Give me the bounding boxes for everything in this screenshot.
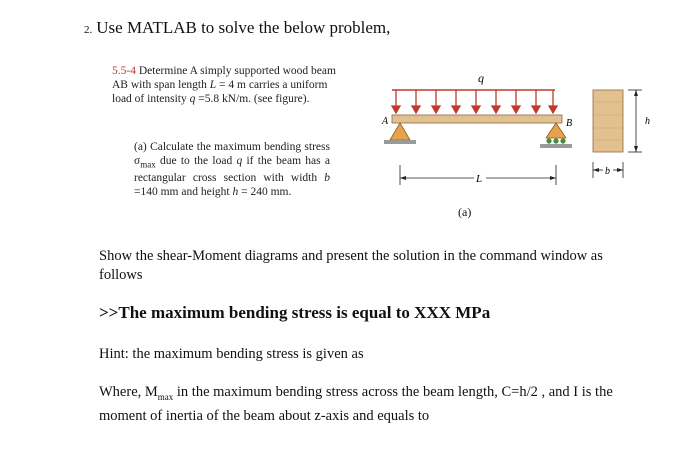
- cross-section: [593, 90, 623, 152]
- part-a: [134, 140, 330, 199]
- sigma-subscript: max: [140, 159, 156, 170]
- part-a-text: = 240 mm.: [238, 186, 292, 199]
- ground-b: [540, 144, 572, 148]
- problem-text: =5.8 kN/m. (see figure).: [195, 93, 310, 105]
- ground-a: [384, 140, 416, 144]
- beam: [392, 115, 562, 123]
- m-max-subscript: max: [157, 391, 174, 402]
- support-b-label: B: [566, 118, 573, 129]
- span-label: L: [476, 173, 483, 185]
- question-heading: [84, 18, 390, 38]
- where-text-part: Where, M: [99, 384, 158, 400]
- question-number: 2.: [84, 24, 93, 36]
- width-label: b: [605, 166, 610, 177]
- where-text-part: in the maximum bending stress across the beam length, C=h/2 , and I is the moment of inertia of the beam about z-axis and equals to: [99, 384, 613, 424]
- problem-number: 5.5-4: [112, 65, 136, 77]
- beam-figure: [370, 60, 670, 225]
- load-arrows: [392, 90, 557, 113]
- question-title: Use MATLAB to solve the below problem,: [96, 18, 391, 37]
- symbol-h: h: [232, 186, 239, 199]
- result-format-line: >>The maximum bending stress is equal to XXX MPa: [99, 303, 491, 322]
- roller: [553, 138, 558, 143]
- symbol-b: b: [324, 172, 330, 185]
- pin-support-a: [390, 123, 410, 140]
- where-text: [99, 383, 639, 426]
- height-label: h: [645, 116, 650, 127]
- hint-text: Hint: the maximum bending stress is given as: [99, 346, 364, 362]
- part-a-text: =140 mm and height: [134, 186, 233, 199]
- problem-statement: [112, 64, 336, 106]
- part-a-text: (a) Calculate the maximum bending stress σ: [134, 141, 330, 167]
- roller: [546, 138, 551, 143]
- roller-support-b: [546, 123, 566, 138]
- symbol-q: q: [189, 93, 196, 105]
- support-a-label: A: [382, 116, 389, 127]
- roller: [560, 138, 565, 143]
- figure-caption: (a): [458, 205, 472, 219]
- symbol-q: q: [236, 155, 243, 167]
- instruction-text: Show the shear-Moment diagrams and present the solution in the command window as follows: [99, 248, 603, 283]
- symbol-L: L: [209, 79, 217, 91]
- problem-text: Determine A simply supported wood beam AB with span length: [112, 65, 336, 91]
- problem-text: = 4 m carries a uniform load of intensity: [112, 79, 328, 105]
- part-a-text: if the beam has a rectangular cross section with width: [134, 155, 330, 185]
- part-a-text: due to the load: [155, 155, 237, 167]
- load-label: q: [478, 71, 484, 85]
